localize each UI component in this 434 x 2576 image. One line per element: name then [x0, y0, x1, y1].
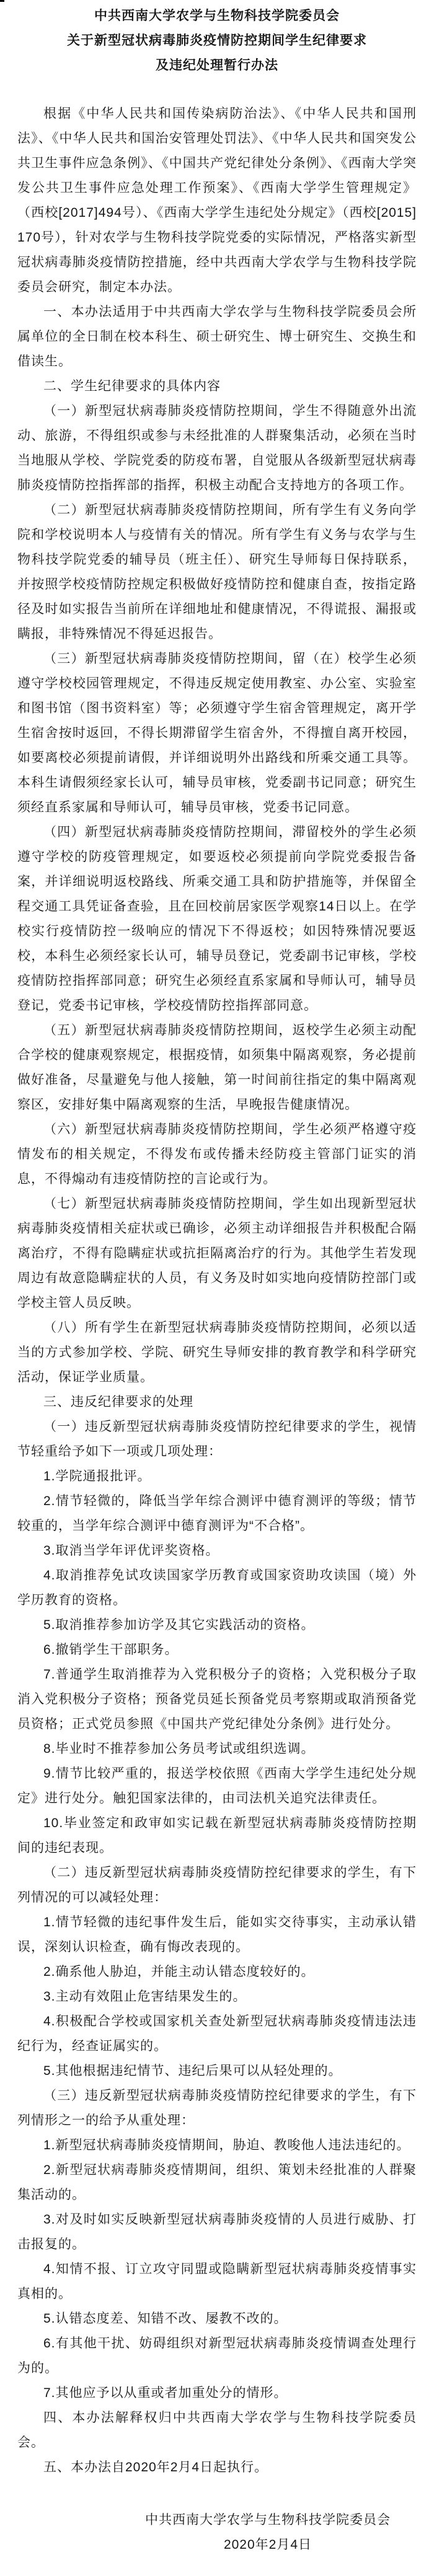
paragraph: 4.取消推荐免试攻读国家学历教育或国家资助攻读国（境）外学历教育的资格。	[17, 1568, 417, 1607]
paragraph: 2.确系他人胁迫，并能主动认错态度较好的。	[43, 1965, 315, 1979]
paragraph: 7.普通学生取消推荐为入党积极分子的资格；入党积极分子取消入党积极分子资格；预备党员延长预备党员考察期或取消预备党员资格；正式党员参照《中国共产党纪律处分条例》进行处分。	[17, 1667, 417, 1731]
signature-block	[68, 2508, 434, 2557]
paragraph: 5.认错态度差、知错不改、屡教不改的。	[43, 2312, 288, 2326]
paragraph: 四、本办法解释权归中共西南大学农学与生物科技学院委员会。	[17, 2411, 417, 2450]
paragraph: 8.毕业时不推荐参加公务员考试或组织选调。	[43, 1742, 315, 1756]
paragraph: （二）新型冠状病毒肺炎疫情防控期间，所有学生有义务向学院和学校说明本人与疫情有关的情况。所有学生有义务与农学与生物科技学院党委的辅导员（班主任）、研究生导师每日保持联系，并按照学校疫情防控规定积极做好疫情防控和健康自查，按指定路径及时如实报告当前所在详细地址和健康情况，不得谎报、漏报或瞒报，非特殊情况不得延迟报告。	[17, 503, 417, 641]
paragraph: 6.撤销学生干部职务。	[43, 1643, 179, 1657]
paragraph: 2.情节轻微的，降低当学年综合测评中德育测评的等级；情节较重的，当学年综合测评中德育测评为“不合格”。	[17, 1494, 417, 1533]
signature-org: 中共西南大学农学与生物科技学院委员会	[145, 2513, 391, 2527]
paragraph: 3.对及时如实反映新型冠状病毒肺炎疫情的人员进行威胁、打击报复的。	[17, 2212, 417, 2251]
paragraph: （七）新型冠状病毒肺炎疫情防控期间，学生如出现新型冠状病毒肺炎疫情相关症状或已确诊，必须主动详细报告并积极配合隔离治疗，不得有隐瞒症状或抗拒隔离治疗的行为。其他学生若发现周边有故意隐瞒症状的人员，有义务及时如实地向疫情防控部门或学校主管人员反映。	[17, 1197, 417, 1310]
paragraph: （三）违反新型冠状病毒肺炎疫情防控纪律要求的学生，有下列情形之一的给予从重处理：	[17, 2089, 417, 2128]
paragraph: 10.毕业签定和政审如实记载在新型冠状病毒肺炎疫情防控期间的违纪表现。	[17, 1816, 417, 1855]
paragraph: 7.其他应予以从重或者加重处分的情形。	[43, 2386, 288, 2400]
signature-date: 2020年2月4日	[223, 2538, 312, 2552]
paragraph: （一）违反新型冠状病毒肺炎疫情防控纪律要求的学生，视情节轻重给予如下一项或几项处理：	[17, 1420, 417, 1459]
document-body	[17, 102, 417, 2480]
paragraph: （一）新型冠状病毒肺炎疫情防控期间，学生不得随意外出流动、旅游，不得组织或参与未经批准的人群聚集活动，必须在当时当地服从学校、学院党委的防疫布署，自觉服从各级新型冠状病毒肺炎疫情防控指挥部的指挥，积极主动配合支持地方的各项工作。	[17, 404, 417, 492]
paragraph: 3.取消当学年评优评奖资格。	[43, 1543, 219, 1558]
paragraph: （二）违反新型冠状病毒肺炎疫情防控纪律要求的学生，有下列情况的可以减轻处理：	[17, 1866, 417, 1905]
document-title-line-1: 中共西南大学农学与生物科技学院委员会	[94, 9, 340, 23]
paragraph: 5.取消推荐参加访学及其它实践活动的资格。	[43, 1618, 315, 1632]
document-title-line-3: 及违纪处理暂行办法	[156, 58, 278, 72]
paragraph: 五、本办法自2020年2月4日起执行。	[43, 2460, 268, 2474]
paragraph: 一、本办法适用于中共西南大学农学与生物科技学院委员会所属单位的全日制在校本科生、硕士研究生、博士研究生、交换生和借读生。	[17, 305, 417, 369]
document-title	[17, 4, 417, 78]
paragraph: 4.积极配合学校或国家机关查处新型冠状病毒肺炎疫情违法违纪行为，经查证属实的。	[17, 2014, 417, 2053]
paragraph: 1.新型冠状病毒肺炎疫情期间，胁迫、教唆他人违法违纪的。	[43, 2138, 410, 2152]
paragraph: 2.新型冠状病毒肺炎疫情期间，组织、策划未经批准的人群聚集活动的。	[17, 2163, 417, 2202]
paragraph: （六）新型冠状病毒肺炎疫情防控期间，学生必须严格遵守疫情发布的相关规定，不得发布或传播未经防疫主管部门证实的消息，不得煽动有违疫情防控的言论或行为。	[17, 1122, 417, 1186]
paragraph: （五）新型冠状病毒肺炎疫情防控期间，返校学生必须主动配合学校的健康观察规定，根据疫情，如须集中隔离观察，务必提前做好准备，尽量避免与他人接触，第一时间前往指定的集中隔离观察区，安排好集中隔离观察的生活，早晚报告健康情况。	[17, 1023, 417, 1112]
paragraph: 1.情节轻微的违纪事件发生后，能如实交待事实，主动承认错误，深刻认识检查，确有悔改表现的。	[17, 1915, 417, 1954]
paragraph: （八）所有学生在新型冠状病毒肺炎疫情防控期间，必须以适当的方式参加学校、学院、研究生导师安排的教育教学和科学研究活动，保证学业质量。	[17, 1321, 417, 1384]
screenshot-artifact	[0, 0, 4, 2]
document-title-line-2: 关于新型冠状病毒肺炎疫情防控期间学生纪律要求	[67, 33, 367, 48]
paragraph: 6.有其他干扰、妨碍组织对新型冠状病毒肺炎疫情调查处理行为的。	[17, 2336, 417, 2375]
paragraph: 1.学院通报批评。	[43, 1469, 151, 1483]
paragraph: 3.主动有效阻止危害结果发生的。	[43, 1989, 247, 2004]
paragraph: （四）新型冠状病毒肺炎疫情防控期间，滞留校外的学生必须遵守学校的防疫管理规定，如要返校必须提前向学院党委报告备案，并详细说明返校路线、所乘交通工具和防护措施等，并保留全程交通工具凭证备查验，且在回校前居家医学观察14日以上。在学校实行疫情防控一级响应的情况下不得返校；如因特殊情况要返校，本科生必须经家长认可，辅导员登记，党委副书记审核，学校疫情防控指挥部同意；研究生必须经直系家属和导师认可，辅导员登记，党委书记审核，学校疫情防控指挥部同意。	[17, 825, 417, 1013]
paragraph: 5.其他根据违纪情节、违纪后果可以从轻处理的。	[43, 2064, 342, 2078]
paragraph: 4.知情不报、订立攻守同盟或隐瞒新型冠状病毒肺炎疫情事实真相的。	[17, 2262, 417, 2301]
paragraph: 二、学生纪律要求的具体内容	[43, 379, 221, 393]
paragraph: 根据《中华人民共和国传染病防治法》、《中华人民共和国刑法》、《中华人民共和国治安管理处罚法》、《中华人民共和国突发公共卫生事件应急条例》、《中国共产党纪律处分条例》、《西南大学突发公共卫生事件应急处理工作预案》、《西南大学学生管理规定》（西校[2017]494号）、《西南大学学生违纪处分规定》（西校[2015]170号），针对农学与生物科技学院党委的实际情况，严格落实新型冠状病毒肺炎疫情防控措施，经中共西南大学农学与生物科技学院委员会研究，制定本办法。	[17, 107, 417, 294]
paragraph: 9.情节比较严重的，报送学校依照《西南大学学生违纪处分规定》进行处分。触犯国家法律的，由司法机关追究法律责任。	[17, 1766, 417, 1805]
paragraph: （三）新型冠状病毒肺炎疫情防控期间，留（在）校学生必须遵守学校校园管理规定，不得违反规定使用教室、办公室、实验室和图书馆（图书资料室）等；必须遵守学生宿舍管理规定，离开学生宿舍按时返回，不得长期滞留学生宿舍外，不得擅自离开校园，如要离校必须提前请假，并详细说明外出路线和所乘交通工具等。本科生请假须经家长认可，辅导员审核，党委副书记同意；研究生须经直系家属和导师认可，辅导员审核，党委书记同意。	[17, 652, 417, 814]
paragraph: 三、违反纪律要求的处理	[43, 1395, 193, 1409]
